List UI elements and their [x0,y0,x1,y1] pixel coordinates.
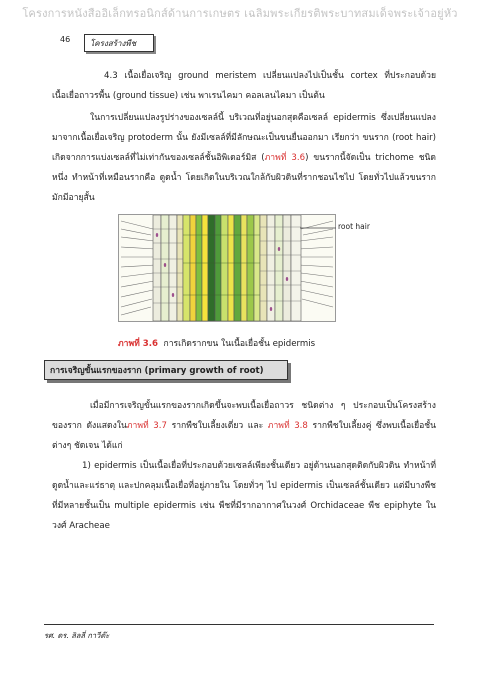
paragraph-ground-meristem: 4.3 เนื้อเยื่อเจริญ ground meristem เปลี่ยนแปลงไปเป็นชั้น cortex ที่ประกอบด้วย เนื้อเยื่อถาวรพื้น (ground tissue) เช่น พาเรนไคมา คอลเลนไคมา เป็นต้น [52,71,436,101]
footer-author: รศ. ดร. ลิลลี่ กาวีต๊ะ [44,631,110,640]
para3-text-b: รากพืชใบเลี้ยงเดี่ยว และ [166,421,268,431]
page-number: 46 [60,35,71,44]
figure-caption [118,336,315,350]
caption-text: การเกิดรากขน ในเนื้อเยื่อชั้น epidermis [163,339,316,349]
footer-rule [44,624,434,625]
root-hair-leader-line [300,224,336,232]
paragraph-primary-growth [52,396,436,456]
root-hair-label: root hair [338,222,370,231]
section-heading: การเจริญขั้นแรกของราก (primary growth of root) [44,360,288,380]
para3-text-c: รากพืชใบเลี้ยงคู่ ซึ่งพบเนื้อเยื่อชั้นต่างๆ ชัดเจน ได้แก่ [52,421,437,451]
para2-text-a: ในการเปลี่ยนแปลงรูปร่างของเซลล์นี้ บริเวณที่อยู่นอกสุดคือเซลล์ epidermis ซึ่งเปลี่ยนแปลงมาจากเนื้อเยื่อเจริญ protoderm นั้น ยังมีเซลล์ที่มีลักษณะเป็นขนยื่นออกมา เรียกว่า ขนราก (root hair) เกิดจากการแบ่งเซลล์ที่ไม่เท่ากันของเซลล์ชั้นอิพิเดอร์มิส ( [52,113,436,163]
paragraph-root-hair [52,108,436,208]
paragraph-epidermis: 1) epidermis เป็นเนื้อเยื่อที่ประกอบด้วยเซลล์เพียงชั้นเดียว อยู่ด้านนอกสุดติดกับผิวดิน ทำหน้าที่ดูดน้ำและแร่ธาตุ และปกคลุมเนื้อเยื่อที่อยู่ภายใน โดยทั่วๆ ไป epidermis เป็นเซลล์ชั้นเดียว แต่มีบางพืชที่มีหลายชั้นเป็น multiple epidermis เช่น พืชที่มีรากอากาศในวงศ์ Orchidaceae พืช epiphyte ในวงศ์ Aracheae [52,461,436,531]
caption-number: ภาพที่ 3.6 [118,339,159,349]
para3-text-a: เมื่อมีการเจริญขั้นแรกของรากเกิดขึ้นจะพบเนื้อเยื่อถาวร ชนิดต่าง ๆ ประกอบเป็นโครงสร้างของราก ดังแสดงใน [52,401,436,431]
figure-ref-3-8[interactable]: ภาพที่ 3.8 [267,421,308,431]
figure-ref-3-6[interactable]: ภาพที่ 3.6 [264,153,306,163]
para2-text-b: ) ขนรากนี้จัดเป็น trichome ชนิดหนึ่ง ทำหน้าที่เหมือนรากคือ ดูดน้ำ โดยเกิดในบริเวณใกล้กับผิวดินที่รากชอนไชไป โดยทั่วไปแล้วขนรากมักมีอายุสั้น [52,153,437,203]
running-header: โครงการหนังสืออิเล็กทรอนิกส์ด้านการเกษตร เฉลิมพระเกียรติพระบาทสมเด็จพระเจ้าอยู่หัว [22,7,458,20]
chapter-tag: โครงสร้างพืช [84,34,154,52]
figure-ref-3-7[interactable]: ภาพที่ 3.7 [126,421,167,431]
